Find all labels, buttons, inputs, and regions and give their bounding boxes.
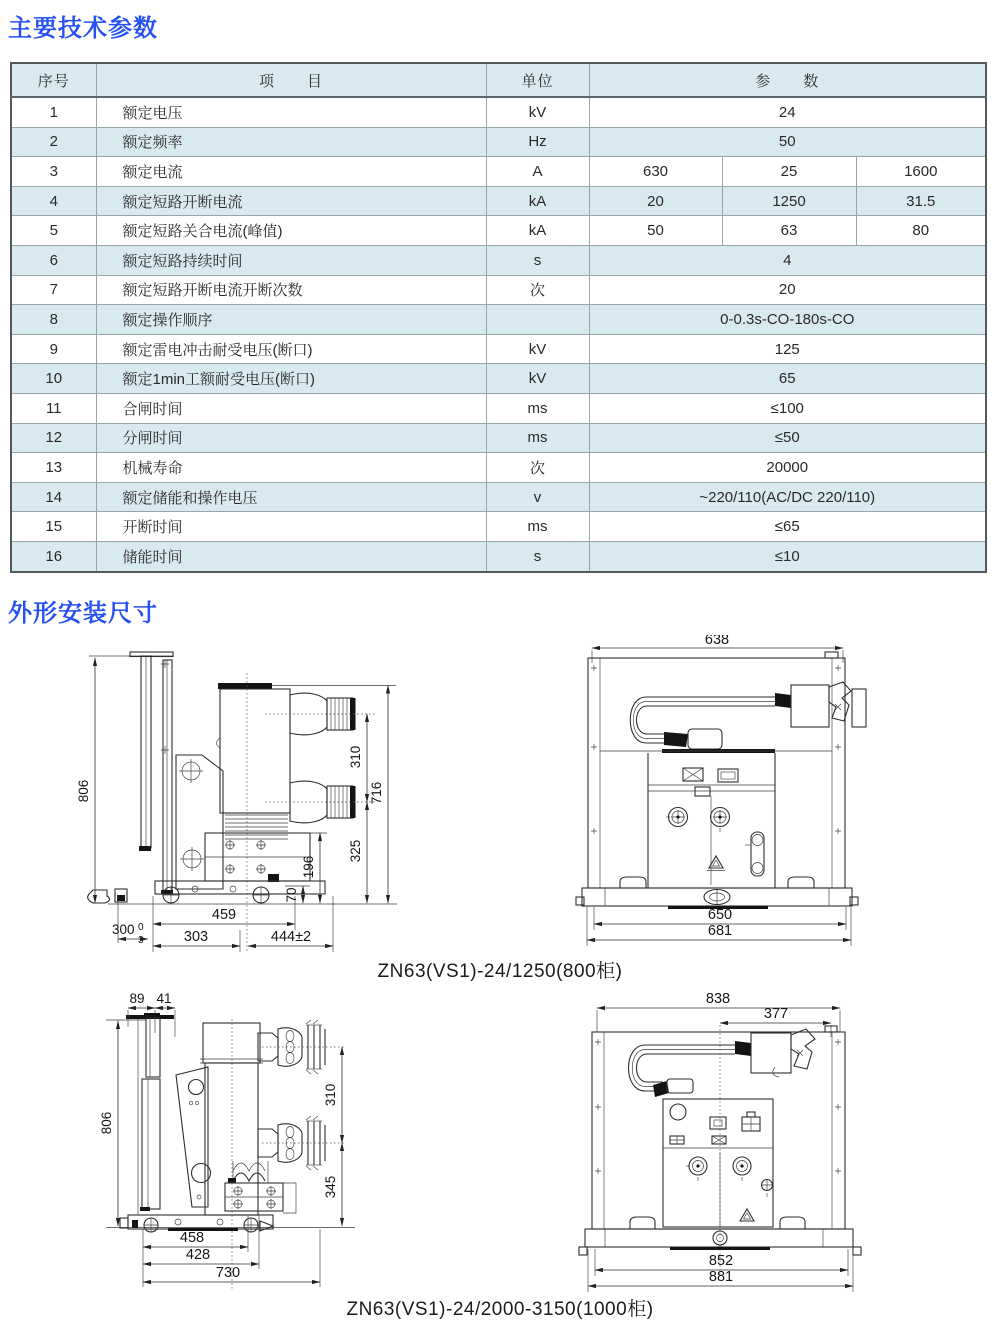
breaker-front-panel bbox=[648, 753, 775, 888]
table-cell: 额定电压 bbox=[96, 97, 486, 127]
table-cell: 3 bbox=[11, 157, 96, 187]
section-title-dimensions: 外形安装尺寸 bbox=[8, 600, 158, 627]
table-cell: 1600 bbox=[856, 157, 986, 187]
table-cell: 20 bbox=[589, 186, 722, 216]
table-row bbox=[11, 245, 986, 275]
header-item: 项 目 bbox=[96, 63, 486, 97]
table-cell: ≤100 bbox=[589, 393, 986, 423]
table-cell: kA bbox=[486, 186, 589, 216]
table-cell: 65 bbox=[589, 364, 986, 394]
dim-label-41: 41 bbox=[156, 991, 172, 1006]
drawing-side-view-800 bbox=[75, 643, 415, 963]
table-cell: 630 bbox=[589, 157, 722, 187]
table-body bbox=[11, 97, 986, 572]
breaker-pole-body bbox=[217, 673, 397, 951]
table-cell: 10 bbox=[11, 364, 96, 394]
table-cell: 额定电流 bbox=[96, 157, 486, 187]
dim-label-681: 681 bbox=[707, 923, 733, 939]
table-cell: 0-0.3s-CO-180s-CO bbox=[589, 305, 986, 335]
table-cell: 125 bbox=[589, 334, 986, 364]
breaker-front-panel bbox=[663, 1099, 773, 1227]
drawing-side-view-1000 bbox=[80, 975, 420, 1305]
mounting-bracket bbox=[130, 652, 173, 894]
table-row bbox=[11, 364, 986, 394]
table-row bbox=[11, 275, 986, 305]
table-row bbox=[11, 541, 986, 571]
dim-label-806: 806 bbox=[76, 779, 91, 803]
cabinet-base bbox=[576, 877, 858, 909]
table-cell: 次 bbox=[486, 275, 589, 305]
parameters-table bbox=[10, 62, 987, 573]
table-cell: 额定频率 bbox=[96, 127, 486, 157]
table-cell: kV bbox=[486, 364, 589, 394]
table-cell: 额定操作顺序 bbox=[96, 305, 486, 335]
bellows bbox=[225, 815, 288, 839]
table-cell: 额定短路开断电流开断次数 bbox=[96, 275, 486, 305]
table-row bbox=[11, 97, 986, 127]
table-cell: 15 bbox=[11, 512, 96, 542]
cable-loop bbox=[629, 1029, 816, 1097]
table-cell: 11 bbox=[11, 393, 96, 423]
drawing-front-view-1000 bbox=[575, 985, 915, 1305]
table-cell: 50 bbox=[589, 127, 986, 157]
dim-label-377: 377 bbox=[763, 1006, 789, 1022]
dim-label-881: 881 bbox=[708, 1269, 734, 1285]
table-cell: 2 bbox=[11, 127, 96, 157]
table-cell: 额定储能和操作电压 bbox=[96, 482, 486, 512]
dim-label-638: 638 bbox=[704, 635, 730, 648]
table-cell: 额定雷电冲击耐受电压(断口) bbox=[96, 334, 486, 364]
table-cell: 合闸时间 bbox=[96, 393, 486, 423]
dim-label-806-b: 806 bbox=[99, 1111, 114, 1135]
table-cell: 25 bbox=[722, 157, 856, 187]
table-cell: ms bbox=[486, 423, 589, 453]
table-row bbox=[11, 127, 986, 157]
cable-loop bbox=[630, 682, 866, 749]
table-cell: A bbox=[486, 157, 589, 187]
table-cell: ≤65 bbox=[589, 512, 986, 542]
table-cell: 31.5 bbox=[856, 186, 986, 216]
dim-label-345: 345 bbox=[323, 1175, 338, 1199]
dim-label-89: 89 bbox=[129, 991, 145, 1006]
table-cell: 4 bbox=[11, 186, 96, 216]
table-cell: 7 bbox=[11, 275, 96, 305]
table-cell: 1250 bbox=[722, 186, 856, 216]
drawing-front-view-800 bbox=[570, 635, 900, 955]
table-row bbox=[11, 305, 986, 335]
cabinet-frame bbox=[588, 652, 845, 888]
table-cell: 次 bbox=[486, 453, 589, 483]
table-cell: 开断时间 bbox=[96, 512, 486, 542]
warning-triangle-icon bbox=[707, 856, 725, 871]
dim-label-444: 444±2 bbox=[270, 929, 312, 945]
table-row bbox=[11, 186, 986, 216]
table-row bbox=[11, 453, 986, 483]
table-cell: Hz bbox=[486, 127, 589, 157]
caption-1000-cabinet: ZN63(VS1)-24/2000-3150(1000柜) bbox=[346, 1299, 654, 1320]
table-cell: ≤10 bbox=[589, 541, 986, 571]
table-cell: s bbox=[486, 541, 589, 571]
operating-port-right bbox=[711, 808, 730, 833]
table-cell: 16 bbox=[11, 541, 96, 571]
table-cell: 6 bbox=[11, 245, 96, 275]
support-plate bbox=[176, 755, 223, 889]
table-cell: 8 bbox=[11, 305, 96, 335]
table-cell: 分闸时间 bbox=[96, 423, 486, 453]
table-row bbox=[11, 482, 986, 512]
header-param: 参 数 bbox=[589, 63, 986, 97]
table-cell: 14 bbox=[11, 482, 96, 512]
table-cell: ~220/110(AC/DC 220/110) bbox=[589, 482, 986, 512]
section-title-parameters: 主要技术参数 bbox=[8, 15, 158, 42]
dim-label-303: 303 bbox=[183, 929, 209, 945]
dim-label-300-tol-lower: 3 bbox=[138, 935, 144, 946]
dim-label-459: 459 bbox=[211, 907, 237, 923]
table-cell: 5 bbox=[11, 216, 96, 246]
spring-coil bbox=[228, 1161, 268, 1183]
table-row bbox=[11, 423, 986, 453]
table-cell: kV bbox=[486, 97, 589, 127]
table-cell: 4 bbox=[589, 245, 986, 275]
table-cell: kA bbox=[486, 216, 589, 246]
table-cell: 50 bbox=[589, 216, 722, 246]
dim-label-838: 838 bbox=[705, 991, 731, 1007]
dim-label-310-b: 310 bbox=[323, 1083, 338, 1107]
mounting-bracket bbox=[138, 1013, 160, 1215]
dim-label-650: 650 bbox=[707, 907, 733, 923]
table-cell: 63 bbox=[722, 216, 856, 246]
table-cell: 机械寿命 bbox=[96, 453, 486, 483]
table-cell: ms bbox=[486, 512, 589, 542]
table-row bbox=[11, 157, 986, 187]
table-row bbox=[11, 216, 986, 246]
operating-port-right bbox=[733, 1157, 751, 1181]
table-cell bbox=[486, 305, 589, 335]
operating-port-left bbox=[686, 1157, 707, 1181]
table-cell: 20 bbox=[589, 275, 986, 305]
table-row bbox=[11, 334, 986, 364]
dim-label-716: 716 bbox=[369, 781, 384, 805]
dim-label-458: 458 bbox=[179, 1230, 205, 1246]
dim-label-300-tol-upper: 0 bbox=[138, 922, 144, 933]
dim-label-428: 428 bbox=[185, 1247, 211, 1263]
interlock-port bbox=[762, 1180, 773, 1198]
table-cell: 13 bbox=[11, 453, 96, 483]
table-cell: 额定短路关合电流(峰值) bbox=[96, 216, 486, 246]
table-cell: 储能时间 bbox=[96, 541, 486, 571]
dim-label-852: 852 bbox=[708, 1253, 734, 1269]
operating-port-left bbox=[666, 808, 688, 827]
dim-label-325: 325 bbox=[348, 839, 363, 863]
dim-label-310: 310 bbox=[348, 745, 363, 769]
dim-label-70: 70 bbox=[284, 887, 299, 903]
table-cell: 12 bbox=[11, 423, 96, 453]
header-no: 序号 bbox=[11, 63, 96, 97]
handle-slot bbox=[745, 832, 764, 876]
dim-label-730: 730 bbox=[215, 1265, 241, 1281]
table-cell: 1 bbox=[11, 97, 96, 127]
dim-label-300: 300 bbox=[112, 922, 135, 937]
table-cell: 额定短路开断电流 bbox=[96, 186, 486, 216]
plug-latch bbox=[791, 1029, 815, 1069]
warning-triangle-icon bbox=[740, 1209, 754, 1221]
header-unit: 单位 bbox=[486, 63, 589, 97]
table-cell: v bbox=[486, 482, 589, 512]
table-cell: 额定1min工额耐受电压(断口) bbox=[96, 364, 486, 394]
table-cell: 9 bbox=[11, 334, 96, 364]
table-cell: 额定短路持续时间 bbox=[96, 245, 486, 275]
table-header-row bbox=[11, 63, 986, 97]
dim-label-196: 196 bbox=[301, 855, 316, 879]
table-cell: 80 bbox=[856, 216, 986, 246]
table-row bbox=[11, 393, 986, 423]
table-cell: 24 bbox=[589, 97, 986, 127]
table-cell: s bbox=[486, 245, 589, 275]
caption-800-cabinet: ZN63(VS1)-24/1250(800柜) bbox=[377, 961, 623, 982]
table-cell: 20000 bbox=[589, 453, 986, 483]
table-cell: ≤50 bbox=[589, 423, 986, 453]
table-cell: ms bbox=[486, 393, 589, 423]
table-row bbox=[11, 512, 986, 542]
table-cell: kV bbox=[486, 334, 589, 364]
